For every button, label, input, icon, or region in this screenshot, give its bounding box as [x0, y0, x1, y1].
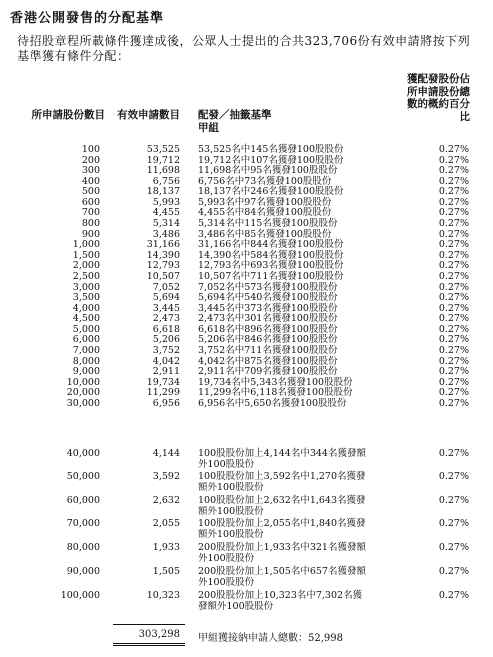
- row-shares-applied: 1,000: [72, 239, 100, 251]
- row-percentage: 0.27%: [438, 186, 469, 198]
- row-valid-applications: 31,166: [146, 239, 180, 251]
- row-valid-applications: 3,752: [152, 345, 180, 357]
- row-percentage: 0.27%: [438, 281, 469, 293]
- row-shares-applied: 2,000: [72, 260, 100, 272]
- row-valid-applications: 18,137: [146, 186, 180, 198]
- header-percentage: 獲配發股份佔所申請股份總數的概約百分比: [407, 73, 470, 123]
- row-shares-applied: 9,000: [72, 366, 100, 378]
- row-allocation-basis: 200股股份加上10,323名中7,302名獲發額外100股股份: [198, 590, 363, 612]
- row-percentage: 0.27%: [438, 228, 469, 240]
- row-allocation-basis: 31,166名中844名獲發100股股份: [198, 239, 344, 251]
- row-shares-applied: 400: [81, 175, 100, 187]
- total-note: 甲組獲接納申請人總數：52,998: [198, 633, 343, 644]
- row-valid-applications: 6,618: [152, 323, 180, 335]
- row-valid-applications: 3,592: [152, 471, 180, 482]
- row-shares-applied: 4,000: [72, 302, 100, 314]
- row-valid-applications: 4,455: [152, 207, 180, 219]
- page-title: 香港公開發售的分配基準: [10, 11, 165, 26]
- row-valid-applications: 7,052: [152, 281, 180, 293]
- row-percentage: 0.27%: [438, 355, 469, 367]
- row-valid-applications: 12,793: [146, 260, 180, 272]
- row-allocation-basis: 11,698名中95名獲發100股股份: [198, 165, 338, 177]
- row-shares-applied: 10,000: [66, 376, 100, 388]
- row-allocation-basis: 5,206名中846名獲發100股股份: [198, 334, 338, 346]
- row-percentage: 0.27%: [438, 495, 469, 506]
- row-shares-applied: 200: [81, 154, 100, 166]
- row-valid-applications: 14,390: [146, 249, 180, 261]
- row-allocation-basis: 10,507名中711名獲發100股股份: [198, 270, 344, 282]
- row-percentage: 0.27%: [438, 376, 469, 388]
- intro-paragraph: 待招股章程所載條件獲達成後，公眾人士提出的合共323,706份有效申請將按下列基準獲有條件分配：: [17, 34, 471, 63]
- row-allocation-basis: 19,734名中5,343名獲發100股股份: [198, 376, 353, 388]
- row-allocation-basis: 2,473名中301名獲發100股股份: [198, 313, 338, 325]
- row-percentage: 0.27%: [438, 345, 469, 357]
- row-shares-applied: 70,000: [66, 518, 100, 529]
- row-shares-applied: 700: [81, 207, 100, 219]
- row-allocation-basis: 200股股份加上1,505名中657名獲發額外100股股份: [198, 566, 366, 588]
- row-allocation-basis: 5,694名中540名獲發100股股份: [198, 292, 338, 304]
- row-percentage: 0.27%: [438, 387, 469, 399]
- row-valid-applications: 19,734: [146, 376, 180, 388]
- total-applications: 303,298: [138, 629, 180, 640]
- row-shares-applied: 600: [81, 196, 100, 208]
- row-valid-applications: 1,933: [152, 542, 180, 553]
- row-shares-applied: 6,000: [72, 334, 100, 346]
- row-percentage: 0.27%: [438, 239, 469, 251]
- row-shares-applied: 800: [81, 218, 100, 230]
- row-valid-applications: 10,507: [146, 270, 180, 282]
- row-shares-applied: 100,000: [60, 590, 100, 601]
- row-allocation-basis: 11,299名中6,118名獲發100股股份: [198, 387, 353, 399]
- row-percentage: 0.27%: [438, 175, 469, 187]
- row-allocation-basis: 3,445名中373名獲發100股股份: [198, 302, 338, 314]
- row-allocation-basis: 14,390名中584名獲發100股股份: [198, 249, 344, 261]
- row-allocation-basis: 100股股份加上4,144名中344名獲發額外100股股份: [198, 448, 366, 470]
- header-basis-label: 配發／抽籤基準: [198, 109, 272, 121]
- row-shares-applied: 1,500: [72, 249, 100, 261]
- row-shares-applied: 50,000: [66, 471, 100, 482]
- header-basis: [198, 109, 368, 134]
- row-percentage: 0.27%: [438, 566, 469, 577]
- row-allocation-basis: 5,993名中97名獲發100股股份: [198, 196, 332, 208]
- total-rule-top: [113, 624, 185, 625]
- row-shares-applied: 100: [81, 144, 100, 155]
- row-valid-applications: 5,694: [152, 292, 180, 304]
- row-percentage: 0.27%: [438, 590, 469, 601]
- row-shares-applied: 900: [81, 228, 100, 240]
- row-allocation-basis: 12,793名中693名獲發100股股份: [198, 260, 344, 272]
- row-shares-applied: 3,500: [72, 292, 100, 304]
- row-percentage: 0.27%: [438, 448, 469, 459]
- row-allocation-basis: 53,525名中145名獲發100股股份: [198, 144, 344, 155]
- header-basis-group: 甲組: [198, 121, 219, 134]
- row-valid-applications: 6,756: [152, 175, 180, 187]
- row-valid-applications: 5,993: [152, 196, 180, 208]
- row-valid-applications: 2,632: [152, 495, 180, 506]
- row-valid-applications: 2,911: [152, 366, 180, 378]
- row-valid-applications: 53,525: [146, 144, 180, 155]
- row-shares-applied: 5,000: [72, 323, 100, 335]
- row-allocation-basis: 3,486名中85名獲發100股股份: [198, 228, 332, 240]
- row-valid-applications: 19,712: [146, 154, 180, 166]
- row-valid-applications: 2,473: [152, 313, 180, 325]
- row-percentage: 0.27%: [438, 518, 469, 529]
- row-shares-applied: 90,000: [66, 566, 100, 577]
- row-percentage: 0.27%: [438, 313, 469, 325]
- row-allocation-basis: 100股股份加上2,055名中1,840名獲發額外100股股份: [198, 518, 366, 540]
- row-allocation-basis: 7,052名中573名獲發100股股份: [198, 281, 338, 293]
- row-shares-applied: 20,000: [66, 387, 100, 399]
- total-rule-bottom-2: [113, 645, 185, 646]
- row-allocation-basis: 5,314名中115名獲發100股股份: [198, 218, 338, 230]
- header-shares-applied: 所申請股份數目: [31, 109, 105, 121]
- row-allocation-basis: 100股股份加上2,632名中1,643名獲發額外100股股份: [198, 495, 366, 517]
- row-valid-applications: 11,698: [146, 165, 180, 177]
- row-valid-applications: 5,206: [152, 334, 180, 346]
- row-shares-applied: 40,000: [66, 448, 100, 459]
- row-valid-applications: 3,445: [152, 302, 180, 314]
- row-percentage: 0.27%: [438, 249, 469, 261]
- row-percentage: 0.27%: [438, 334, 469, 346]
- row-shares-applied: 8,000: [72, 355, 100, 367]
- row-valid-applications: 11,299: [146, 387, 180, 399]
- row-percentage: 0.27%: [438, 196, 469, 208]
- row-percentage: 0.27%: [438, 144, 469, 155]
- row-allocation-basis: 18,137名中246名獲發100股股份: [198, 186, 344, 198]
- row-shares-applied: 4,500: [72, 313, 100, 325]
- row-shares-applied: 80,000: [66, 542, 100, 553]
- row-valid-applications: 3,486: [152, 228, 180, 240]
- row-allocation-basis: 3,752名中711名獲發100股股份: [198, 345, 338, 357]
- row-percentage: 0.27%: [438, 260, 469, 272]
- row-allocation-basis: 4,042名中875名獲發100股股份: [198, 355, 338, 367]
- row-allocation-basis: 4,455名中84名獲發100股股份: [198, 207, 332, 219]
- row-shares-applied: 3,000: [72, 281, 100, 293]
- row-percentage: 0.27%: [438, 154, 469, 166]
- row-valid-applications: 1,505: [152, 566, 180, 577]
- row-percentage: 0.27%: [438, 270, 469, 282]
- row-allocation-basis: 100股股份加上3,592名中1,270名獲發額外100股股份: [198, 471, 366, 493]
- row-valid-applications: 2,055: [152, 518, 180, 529]
- row-percentage: 0.27%: [438, 471, 469, 482]
- row-percentage: 0.27%: [438, 323, 469, 335]
- row-percentage: 0.27%: [438, 542, 469, 553]
- row-allocation-basis: 6,956名中5,650名獲發100股股份: [198, 397, 347, 409]
- row-percentage: 0.27%: [438, 207, 469, 219]
- row-shares-applied: 30,000: [66, 397, 100, 409]
- row-valid-applications: 4,042: [152, 355, 180, 367]
- row-allocation-basis: 6,618名中896名獲發100股股份: [198, 323, 338, 335]
- row-percentage: 0.27%: [438, 397, 469, 409]
- row-percentage: 0.27%: [438, 292, 469, 304]
- total-rule-bottom-1: [113, 643, 185, 644]
- row-allocation-basis: 19,712名中107名獲發100股股份: [198, 154, 344, 166]
- row-valid-applications: 10,323: [146, 590, 180, 601]
- row-shares-applied: 2,500: [72, 270, 100, 282]
- row-valid-applications: 4,144: [152, 448, 180, 459]
- row-allocation-basis: 200股股份加上1,933名中321名獲發額外100股股份: [198, 542, 366, 564]
- row-shares-applied: 60,000: [66, 495, 100, 506]
- row-shares-applied: 300: [81, 165, 100, 177]
- row-percentage: 0.27%: [438, 218, 469, 230]
- row-shares-applied: 7,000: [72, 345, 100, 357]
- row-allocation-basis: 6,756名中73名獲發100股股份: [198, 175, 332, 187]
- row-percentage: 0.27%: [438, 165, 469, 177]
- row-valid-applications: 6,956: [152, 397, 180, 409]
- row-shares-applied: 500: [81, 186, 100, 198]
- row-allocation-basis: 2,911名中709名獲發100股股份: [198, 366, 338, 378]
- row-percentage: 0.27%: [438, 366, 469, 378]
- row-valid-applications: 5,314: [152, 218, 180, 230]
- row-percentage: 0.27%: [438, 302, 469, 314]
- header-valid-applications: 有效申請數目: [117, 109, 180, 121]
